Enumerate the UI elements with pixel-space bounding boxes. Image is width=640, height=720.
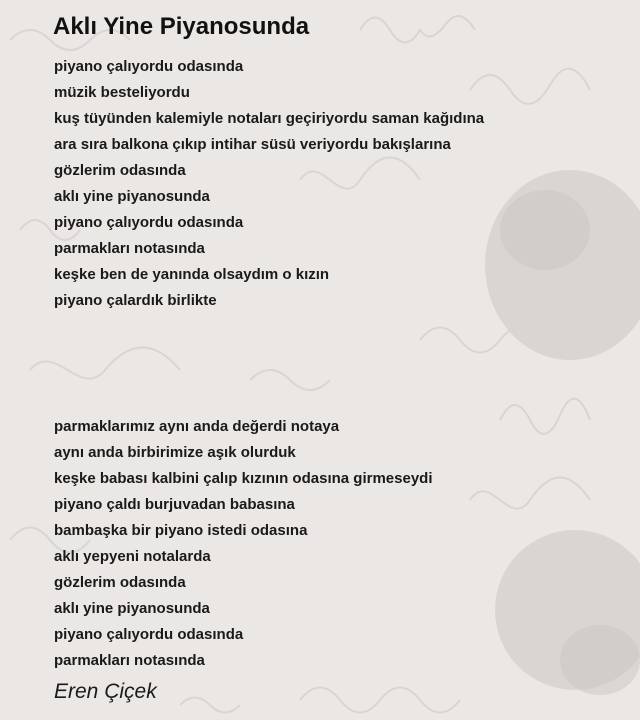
poem-line: bambaşka bir piyano istedi odasına <box>54 522 308 539</box>
poem-stanza <box>54 54 484 314</box>
poem-line: aklı yepyeni notalarda <box>54 548 211 565</box>
poem-title: Aklı Yine Piyanosunda <box>53 13 310 40</box>
poem-line: gözlerim odasında <box>54 162 186 179</box>
poem-line: ara sıra balkona çıkıp intihar süsü veriyordu bakışlarına <box>54 136 451 153</box>
poem-line: piyano çalardık birlikte <box>54 292 217 309</box>
poem-line: gözlerim odasında <box>54 574 186 591</box>
poem-line: piyano çalıyordu odasında <box>54 58 244 75</box>
poem-line: parmakları notasında <box>54 240 205 257</box>
poem-line: piyano çalıyordu odasında <box>54 626 244 643</box>
poem-line: kuş tüyünden kalemiyle notaları geçiriyordu saman kağıdına <box>54 110 485 127</box>
poem-line: piyano çaldı burjuvadan babasına <box>54 496 295 513</box>
poem-author: Eren Çiçek <box>54 680 157 703</box>
poem-stanza <box>54 414 433 674</box>
poem-line: keşke ben de yanında olsaydım o kızın <box>54 266 330 283</box>
poem-line: parmaklarımız aynı anda değerdi notaya <box>54 418 340 435</box>
poem-line: aklı yine piyanosunda <box>54 188 210 205</box>
poem-line: müzik besteliyordu <box>54 84 190 101</box>
poem-line: aynı anda birbirimize aşık olurduk <box>54 444 296 461</box>
poem-line: keşke babası kalbini çalıp kızının odasına girmeseydi <box>54 470 433 487</box>
poem-line: parmakları notasında <box>54 652 205 669</box>
poem-line: aklı yine piyanosunda <box>54 600 210 617</box>
poem-line: piyano çalıyordu odasında <box>54 214 244 231</box>
